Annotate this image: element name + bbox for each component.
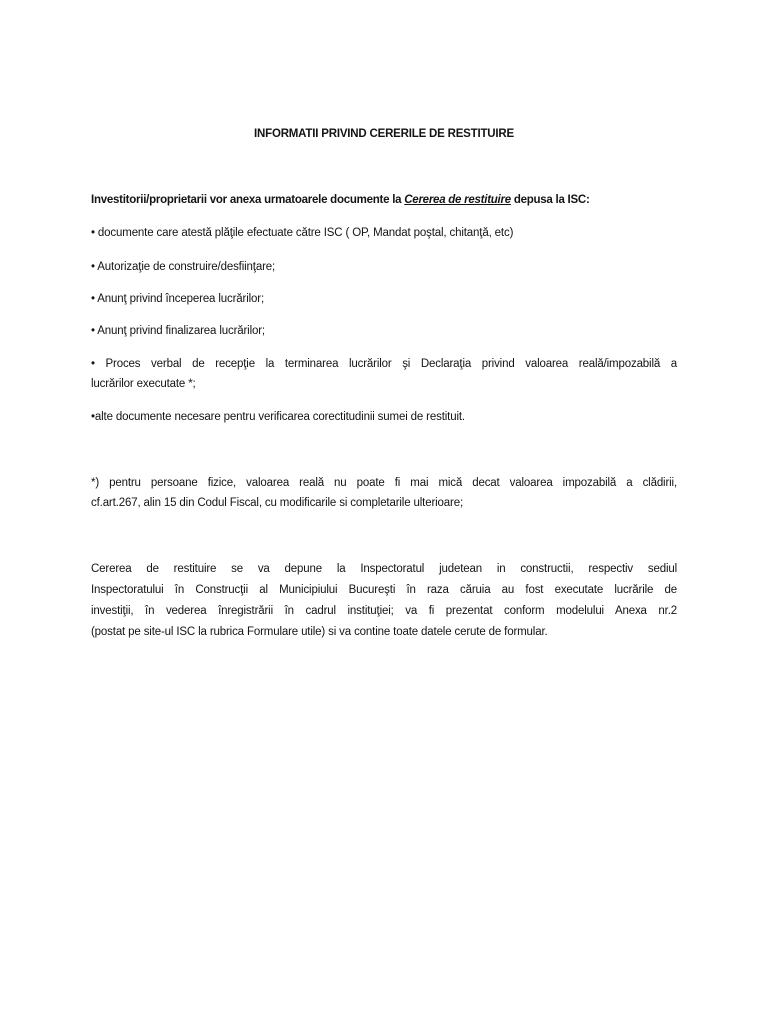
paragraph-line: investiţii, în vederea înregistrării în cadrul instituţiei; va fi prezentat conform modelului Anexa nr.2 — [91, 605, 677, 617]
bullet-line: • Autorizaţie de construire/desfiinţare; — [91, 261, 276, 273]
bullet-line: •alte documente necesare pentru verificarea corectitudinii sumei de restituit. — [91, 411, 465, 423]
intro-tail: depusa la ISC: — [510, 194, 590, 206]
footnote — [91, 474, 677, 513]
bullet-line: • Anunţ privind finalizarea lucrărilor; — [91, 325, 265, 337]
paragraph-line: Cererea de restituire se va depune la Inspectoratul judetean in constructii, respectiv sediul — [91, 563, 677, 575]
document-title: INFORMATII PRIVIND CERERILE DE RESTITUIRE — [254, 128, 514, 140]
bullet-item-other-documents — [91, 407, 677, 427]
submission-paragraph — [91, 559, 677, 643]
bullet-item-end-notice — [91, 321, 677, 341]
bullet-item-reception-report — [91, 354, 677, 394]
footnote-line: cf.art.267, alin 15 din Codul Fiscal, cu modificarile si completarile ulterioare; — [91, 496, 463, 509]
intro-emphasis: Cererea de restituire — [404, 194, 511, 206]
bullet-item-start-notice — [91, 289, 677, 309]
paragraph-line: (postat pe site-ul ISC la rubrica Formulare utile) si va contine toate datele cerute de formular. — [91, 626, 548, 638]
paragraph-line: Inspectoratului în Construcţii al Municipiului Bucureşti în raza căruia au fost executate lucrările de — [91, 584, 677, 596]
bullet-line: • Anunţ privind începerea lucrărilor; — [91, 293, 264, 305]
bullet-line: • documente care atestă plăţile efectuate către ISC ( OP, Mandat poştal, chitanţă, etc) — [91, 227, 514, 239]
footnote-line: *) pentru persoane fizice, valoarea reală nu poate fi mai mică decat valoarea impozabilă a clădirii, — [91, 477, 677, 489]
intro-lead: Investitorii/proprietarii vor anexa urmatoarele documente la — [91, 194, 405, 206]
bullet-line: • Proces verbal de recepţie la terminarea lucrărilor şi Declaraţia privind valoarea reală/impozabilă a — [91, 358, 677, 370]
intro-sentence — [91, 190, 677, 210]
bullet-line: lucrărilor executate *; — [91, 378, 196, 390]
bullet-item-payments — [91, 223, 677, 243]
bullet-item-authorization — [91, 257, 677, 277]
